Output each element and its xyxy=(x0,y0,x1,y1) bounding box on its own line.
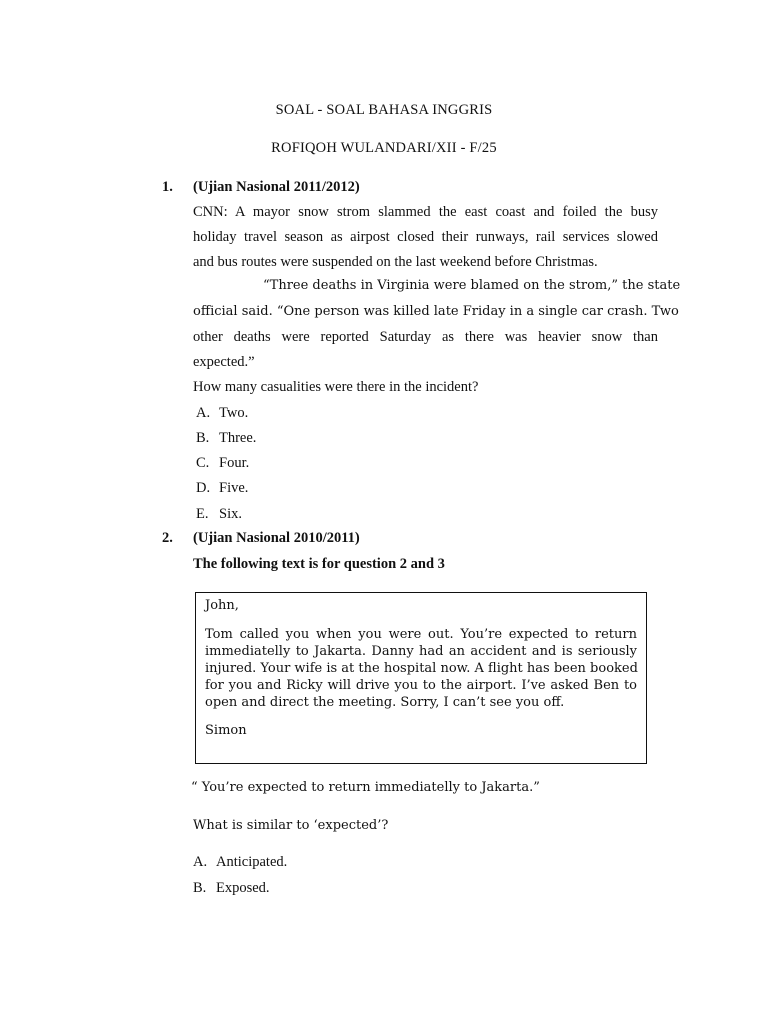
question-1-source: (Ujian Nasional 2011/2012) xyxy=(193,179,360,195)
note-body-line: injured. Your wife is at the hospital now. A flight has been booked xyxy=(205,661,638,676)
option-text: Four. xyxy=(219,455,250,471)
question-1-quote-line: official said. “One person was killed late Friday in a single car crash. Two xyxy=(193,304,679,319)
question-1-number: 1. xyxy=(162,179,173,195)
question-1-passage-line: and bus routes were suspended on the last weekend before Christmas. xyxy=(193,254,598,270)
document-title: SOAL - SOAL BAHASA INGGRIS xyxy=(275,102,493,118)
option-letter: A. xyxy=(193,854,208,870)
note-body-line: Tom called you when you were out. You’re expected to return xyxy=(205,627,637,642)
question-1-quote-line: “Three deaths in Virginia were blamed on the strom,” the state xyxy=(263,278,681,293)
option-letter: A. xyxy=(196,405,211,421)
option-text: Two. xyxy=(219,405,249,421)
note-body-line: open and direct the meeting. Sorry, I can’t see you off. xyxy=(205,695,565,710)
question-2-source: (Ujian Nasional 2010/2011) xyxy=(193,530,360,546)
question-2-prompt: What is similar to ‘expected’? xyxy=(193,818,389,833)
option-letter: C. xyxy=(196,455,210,471)
option-letter: B. xyxy=(193,880,207,896)
question-1-passage-line: holiday travel season as airpost closed their runways, rail services slowed xyxy=(193,229,658,245)
option-letter: E. xyxy=(196,506,209,522)
question-1-quote-line: other deaths were reported Saturday as there was heavier snow than xyxy=(193,329,658,345)
option-letter: B. xyxy=(196,430,210,446)
question-1-passage-line: CNN: A mayor snow strom slammed the east coast and foiled the busy xyxy=(193,204,658,220)
option-text: Five. xyxy=(219,480,249,496)
option-text: Three. xyxy=(219,430,257,446)
question-1-quote-line: expected.” xyxy=(193,354,255,370)
note-greeting: John, xyxy=(205,598,239,613)
document-author: ROFIQOH WULANDARI/XII - F/25 xyxy=(271,140,497,156)
option-text: Anticipated. xyxy=(216,854,288,870)
question-2-intro: The following text is for question 2 and 3 xyxy=(193,556,445,572)
question-2-quote: “ You’re expected to return immediatelly to Jakarta.” xyxy=(191,780,540,795)
note-body-line: for you and Ricky will drive you to the airport. I’ve asked Ben to xyxy=(205,678,637,693)
question-1-prompt: How many casualities were there in the incident? xyxy=(193,379,479,395)
option-text: Exposed. xyxy=(216,880,270,896)
note-signature: Simon xyxy=(205,723,247,738)
note-body-line: immediatelly to Jakarta. Danny had an accident and is seriously xyxy=(205,644,637,659)
option-letter: D. xyxy=(196,480,211,496)
option-text: Six. xyxy=(219,506,242,522)
question-2-number: 2. xyxy=(162,530,173,546)
